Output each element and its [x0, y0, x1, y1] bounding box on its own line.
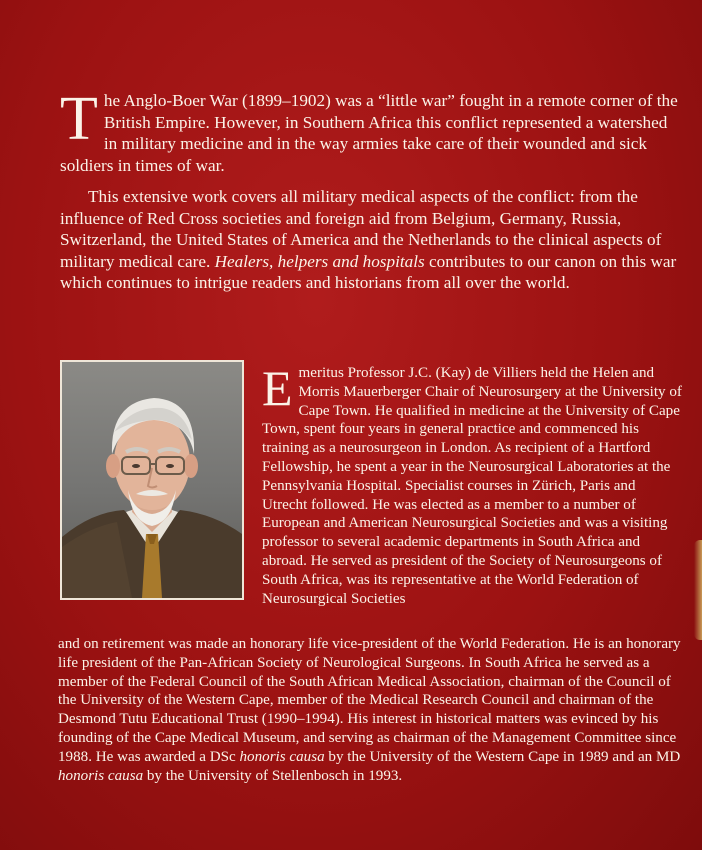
author-portrait-drawing	[62, 362, 242, 598]
book-title: Healers, helpers and hospitals	[214, 251, 425, 271]
intro-paragraph-2	[60, 186, 680, 294]
author-portrait-photo	[60, 360, 244, 600]
bio-bottom-text-c: by the University of Stellenbosch in 1993.	[143, 767, 403, 784]
bio-top-text: meritus Professor J.C. (Kay) de Villiers held the Helen and Morris Mauerberger Chair of Neurosurgery at the University of Cape Town. He qualified in medicine at the University of Cape Town, spent four years in general practice and commenced his training as a neurosurgeon in London. As recipient of a Hartford Fellowship, he spent a year in the Neurosurgical Laboratories at the Pennsylvania Hospital. Specialist courses in Zürich, Paris and Utrecht followed. He was elected as a member to a number of European and American Neurosurgical Societies and was a visiting professor to several academic departments in South Africa and abroad. He served as president of the Society of Neurosurgeons of South Africa, was its representative at the World Federation of Neurosurgical Societies	[262, 365, 682, 607]
dropcap-t: T	[60, 85, 98, 153]
honoris-causa-2: honoris causa	[58, 767, 144, 784]
intro-paragraph-1-text: he Anglo-Boer War (1899–1902) was a “little war” fought in a remote corner of the British Empire. However, in Southern Africa this conflict represented a watershed in military medicine and in the way armies take care of their wounded and sick soldiers in times of war.	[60, 91, 678, 175]
honoris-causa-1: honoris causa	[239, 748, 325, 765]
intro-paragraph-2-text-b: contributes to our canon on this war which continues to intrigue readers and historians from all over the world.	[60, 251, 677, 293]
bio-paragraph-top	[262, 360, 682, 608]
intro-paragraph-2-text-a: This extensive work covers all military medical aspects of the conflict: from the influence of Red Cross societies and foreign aid from Belgium, Germany, Russia, Switzerland, the United States of America and the Netherlands to the clinical aspects of military medical care.	[60, 187, 662, 271]
bio-bottom-text-a: and on retirement was made an honorary life vice-president of the World Federation. He is an honorary life president of the Pan-African Society of Neurological Surgeons. In South Africa he served as a member of the Federal Council of the South African Medical Association, chairman of the Council of the University of the Western Cape, member of the Medical Research Council and chairman of the Desmond Tutu Educational Trust (1990–1994). His interest in historical matters was evinced by his founding of the Cape Medical Museum, and serving as chairman of the Management Committee since 1988. He was awarded a DSc	[58, 636, 681, 765]
bio-bottom-text-b: by the University of the Western Cape in 1989 and an MD	[324, 748, 681, 765]
dropcap-e: E	[262, 360, 293, 416]
bio-paragraph-bottom	[58, 635, 682, 785]
intro-paragraph-1	[60, 85, 680, 176]
book-edge-decoration	[694, 540, 702, 640]
